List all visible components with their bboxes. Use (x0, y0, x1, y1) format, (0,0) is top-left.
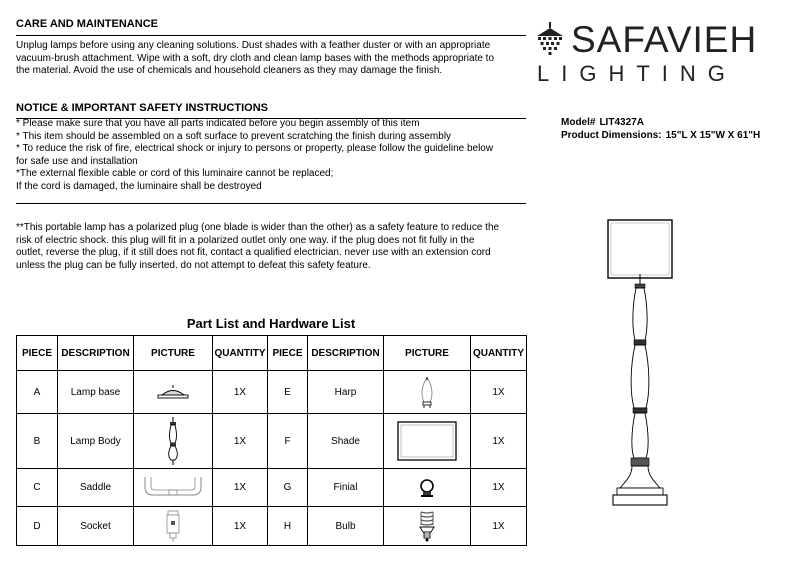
care-text (16, 40, 528, 78)
notice-line: *The external flexible cable or cord of this luminaire cannot be replaced; (16, 168, 334, 180)
col-picture: PICTURE (134, 336, 213, 371)
description-cell: Finial (308, 469, 384, 507)
care-line: Unplug lamps before using any cleaning solutions. Dust shades with a feather duster or with an appropriate (16, 40, 491, 51)
col-piece: PIECE (268, 336, 308, 371)
care-title: CARE AND MAINTENANCE (16, 18, 158, 30)
description-cell: Socket (58, 507, 134, 546)
plug-line: risk of electric shock. this plug will fit in a polarized outlet only one way. if the plug does not fit fully in the (16, 234, 475, 246)
lamp-body-icon (166, 417, 180, 465)
care-line: the material. Avoid the use of chemicals and household cleaners as they may damage the finish. (16, 65, 443, 77)
quantity-cell: 1X (471, 414, 527, 469)
quantity-cell: 1X (213, 371, 268, 414)
model-info (561, 116, 760, 142)
notice-line: * Please make sure that you have all parts indicated before you begin assembly of this item (16, 118, 420, 129)
model-label: Model# (561, 117, 596, 128)
model-number: LIT4327A (599, 117, 644, 128)
table-row (17, 414, 527, 469)
brand-logo (535, 16, 765, 86)
lamp-base-icon (156, 384, 190, 400)
quantity-cell: 1X (213, 414, 268, 469)
notice-bottom-divider (16, 203, 526, 204)
piece-cell: E (268, 371, 308, 414)
piece-cell: G (268, 469, 308, 507)
description-cell: Shade (308, 414, 384, 469)
notice-title: NOTICE & IMPORTANT SAFETY INSTRUCTIONS (16, 102, 268, 114)
socket-icon (165, 510, 181, 542)
parts-table (16, 335, 527, 546)
description-cell: Lamp base (58, 371, 134, 414)
description-cell: Saddle (58, 469, 134, 507)
brand-name: SAFAVIEH (571, 19, 758, 60)
plug-line: unless the plug can be fully inserted. do not attempt to defeat this safety feature. (16, 259, 371, 271)
harp-icon (419, 376, 435, 408)
dimensions-value: 15"L X 15"W X 61"H (665, 130, 761, 141)
col-picture: PICTURE (384, 336, 471, 371)
piece-cell: A (17, 371, 58, 414)
col-description: DESCRIPTION (308, 336, 384, 371)
description-cell: Bulb (308, 507, 384, 546)
floor-lamp-drawing-icon (600, 218, 680, 516)
quantity-cell: 1X (471, 469, 527, 507)
dimensions-label: Product Dimensions: (561, 130, 662, 141)
parts-title: Part List and Hardware List (186, 316, 356, 331)
plug-warning (16, 222, 528, 272)
quantity-cell: 1X (471, 371, 527, 414)
care-divider (16, 35, 526, 36)
piece-cell: F (268, 414, 308, 469)
care-line: vacuum-brush attachment. Wipe with a soft, dry cloth and clean lamp bases with the methods appropriate to (16, 52, 495, 64)
col-quantity: QUANTITY (213, 336, 268, 371)
description-cell: Lamp Body (58, 414, 134, 469)
quantity-cell: 1X (471, 507, 527, 546)
col-piece: PIECE (17, 336, 58, 371)
notice-line: * To reduce the risk of fire, electrical shock or injury to persons or property, please follow the guideline below (16, 143, 494, 155)
plug-line: **This portable lamp has a polarized plug (one blade is wider than the other) as a safety feature to reduce the (16, 222, 500, 233)
col-quantity: QUANTITY (471, 336, 527, 371)
notice-line: for safe use and installation (16, 155, 138, 167)
quantity-cell: 1X (213, 469, 268, 507)
plug-line: outlet, reverse the plug, if it still does not fit, contact a qualified electrician. never use with an extension cord (16, 247, 491, 259)
notice-text (16, 118, 528, 194)
col-description: DESCRIPTION (58, 336, 134, 371)
table-row (17, 507, 527, 546)
quantity-cell: 1X (213, 507, 268, 546)
bulb-icon (417, 510, 437, 542)
saddle-icon (143, 475, 203, 501)
piece-cell: H (268, 507, 308, 546)
table-row (17, 469, 527, 507)
notice-line: * This item should be assembled on a soft surface to prevent scratching the finish during assembly (16, 130, 452, 142)
shade-icon (397, 421, 457, 461)
table-header-row (17, 336, 527, 371)
brand-sub: LIGHTING (537, 61, 737, 86)
piece-cell: C (17, 469, 58, 507)
finial-icon (418, 478, 436, 498)
piece-cell: B (17, 414, 58, 469)
chandelier-logo-icon (535, 22, 565, 56)
table-row (17, 371, 527, 414)
notice-line: If the cord is damaged, the luminaire shall be destroyed (16, 180, 262, 192)
description-cell: Harp (308, 371, 384, 414)
piece-cell: D (17, 507, 58, 546)
